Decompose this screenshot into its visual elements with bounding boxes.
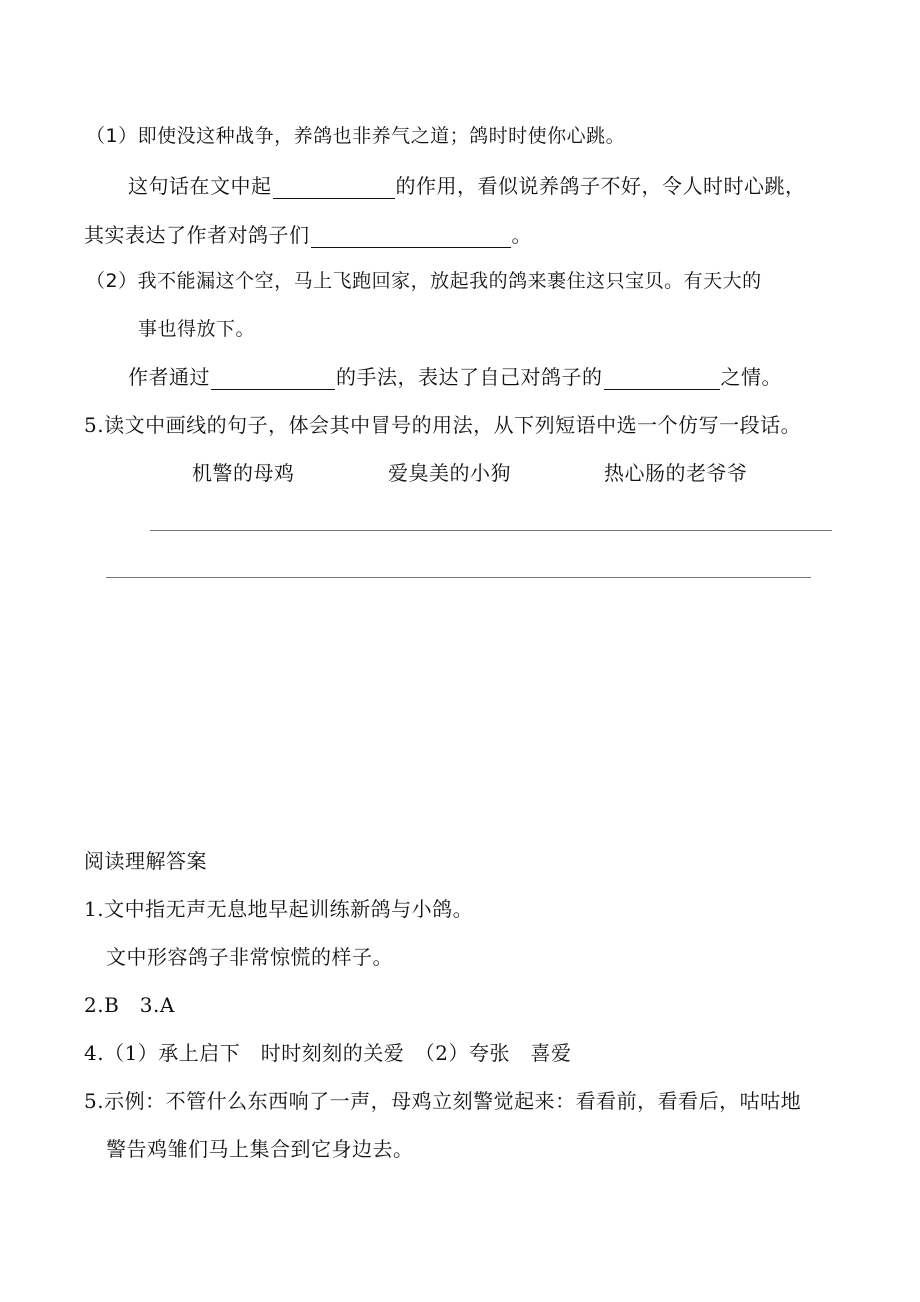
answer-blank[interactable] — [273, 178, 395, 199]
q4-fill1-line2-pre: 其实表达了作者对鸽子们 — [84, 223, 310, 247]
answer-1-line2: 文中形容鸽子非常惊慌的样子。 — [106, 945, 393, 969]
q5-phrase-1: 机警的母鸡 — [192, 461, 295, 485]
q4-fill2-line — [128, 364, 782, 390]
answer-blank[interactable] — [211, 369, 335, 390]
answer-2-3: 2.B 3.A — [84, 993, 175, 1017]
q4-fill1-line2 — [84, 222, 532, 248]
answer-5-line2: 警告鸡雏们马上集合到它身边去。 — [106, 1137, 414, 1161]
q4-fill1-end: 。 — [511, 223, 532, 247]
answers-heading: 阅读理解答案 — [84, 849, 207, 873]
answer-blank[interactable] — [604, 369, 720, 390]
q4-fill2-pre: 作者通过 — [128, 365, 210, 389]
q4-fill1-pre: 这句话在文中起 — [128, 174, 272, 198]
answer-5-line1: 5.示例：不管什么东西响了一声，母鸡立刻警觉起来：看看前，看看后，咕咕地 — [84, 1089, 802, 1113]
q4-fill1-line1 — [128, 173, 806, 199]
q4-item1: （1）即使没这种战争，养鸽也非养气之道；鸽时时使你心跳。 — [86, 125, 626, 147]
q4-fill1-mid: 的作用，看似说养鸽子不好，令人时时心跳， — [395, 174, 806, 198]
q4-item2-line1: （2）我不能漏这个空，马上飞跑回家，放起我的鸽来裹住这只宝贝。有天大的 — [86, 270, 762, 292]
q4-fill2-end: 之情。 — [720, 365, 782, 389]
answer-4: 4.（1）承上启下 时时刻刻的关爱 （2）夸张 喜爱 — [84, 1041, 572, 1065]
q5-prompt: 5.读文中画线的句子，体会其中冒号的用法，从下列短语中选一个仿写一段话。 — [84, 413, 802, 437]
q5-phrase-3: 热心肠的老爷爷 — [604, 461, 748, 485]
answer-1-line1: 1.文中指无声无息地早起训练新鸽与小鸽。 — [84, 897, 474, 921]
answer-blank[interactable] — [311, 227, 511, 248]
q4-fill2-mid: 的手法，表达了自己对鸽子的 — [336, 365, 603, 389]
writing-line-2[interactable] — [106, 577, 811, 578]
writing-line-1[interactable] — [150, 530, 832, 531]
q4-item2-line2: 事也得放下。 — [138, 318, 256, 340]
q5-phrase-2: 爱臭美的小狗 — [388, 461, 511, 485]
